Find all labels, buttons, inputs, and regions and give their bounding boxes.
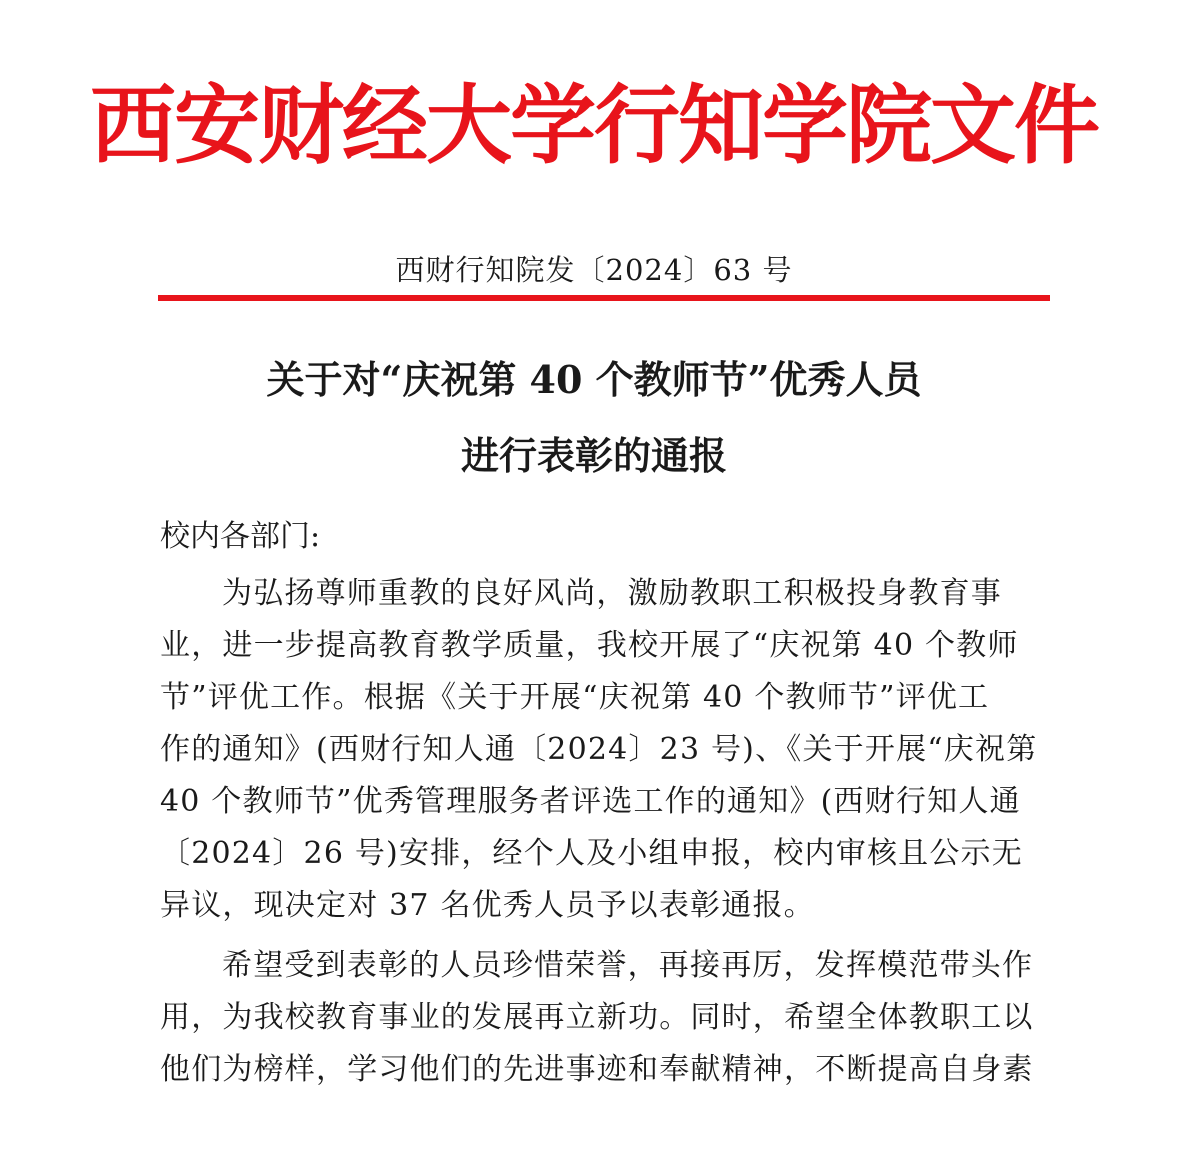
body-line: 希望受到表彰的人员珍惜荣誉，再接再厉，发挥模范带头作 xyxy=(222,948,1034,983)
body-line: 作的通知》(西财行知人通〔2024〕23 号)、《关于开展“庆祝第 xyxy=(160,732,1038,767)
body-line: 〔2024〕26 号)安排，经个人及小组申报，校内审核且公示无 xyxy=(160,836,1023,871)
body-line: 他们为榜样，学习他们的先进事迹和奉献精神，不断提高自身素 xyxy=(160,1052,1034,1087)
salutation: 校内各部门: xyxy=(160,519,321,554)
document-number: 西财行知院发〔2024〕63 号 xyxy=(395,253,793,287)
document-header-title: 西安财经大学行知学院文件 xyxy=(90,76,1098,176)
notice-title-line-1: 关于对“庆祝第 40 个教师节”优秀人员 xyxy=(266,357,922,402)
body-line: 节”评优工作。根据《关于开展“庆祝第 40 个教师节”评优工 xyxy=(160,680,990,715)
body-line: 为弘扬尊师重教的良好风尚，激励教职工积极投身教育事 xyxy=(222,576,1002,611)
body-line: 业，进一步提高教育教学质量，我校开展了“庆祝第 40 个教师 xyxy=(160,628,1019,663)
notice-title-line-2: 进行表彰的通报 xyxy=(460,433,727,478)
red-divider-rule xyxy=(158,295,1050,301)
body-line: 异议，现决定对 37 名优秀人员予以表彰通报。 xyxy=(160,888,815,923)
body-line: 40 个教师节”优秀管理服务者评选工作的通知》(西财行知人通 xyxy=(160,784,1021,819)
body-line: 用，为我校教育事业的发展再立新功。同时，希望全体教职工以 xyxy=(160,1000,1034,1035)
